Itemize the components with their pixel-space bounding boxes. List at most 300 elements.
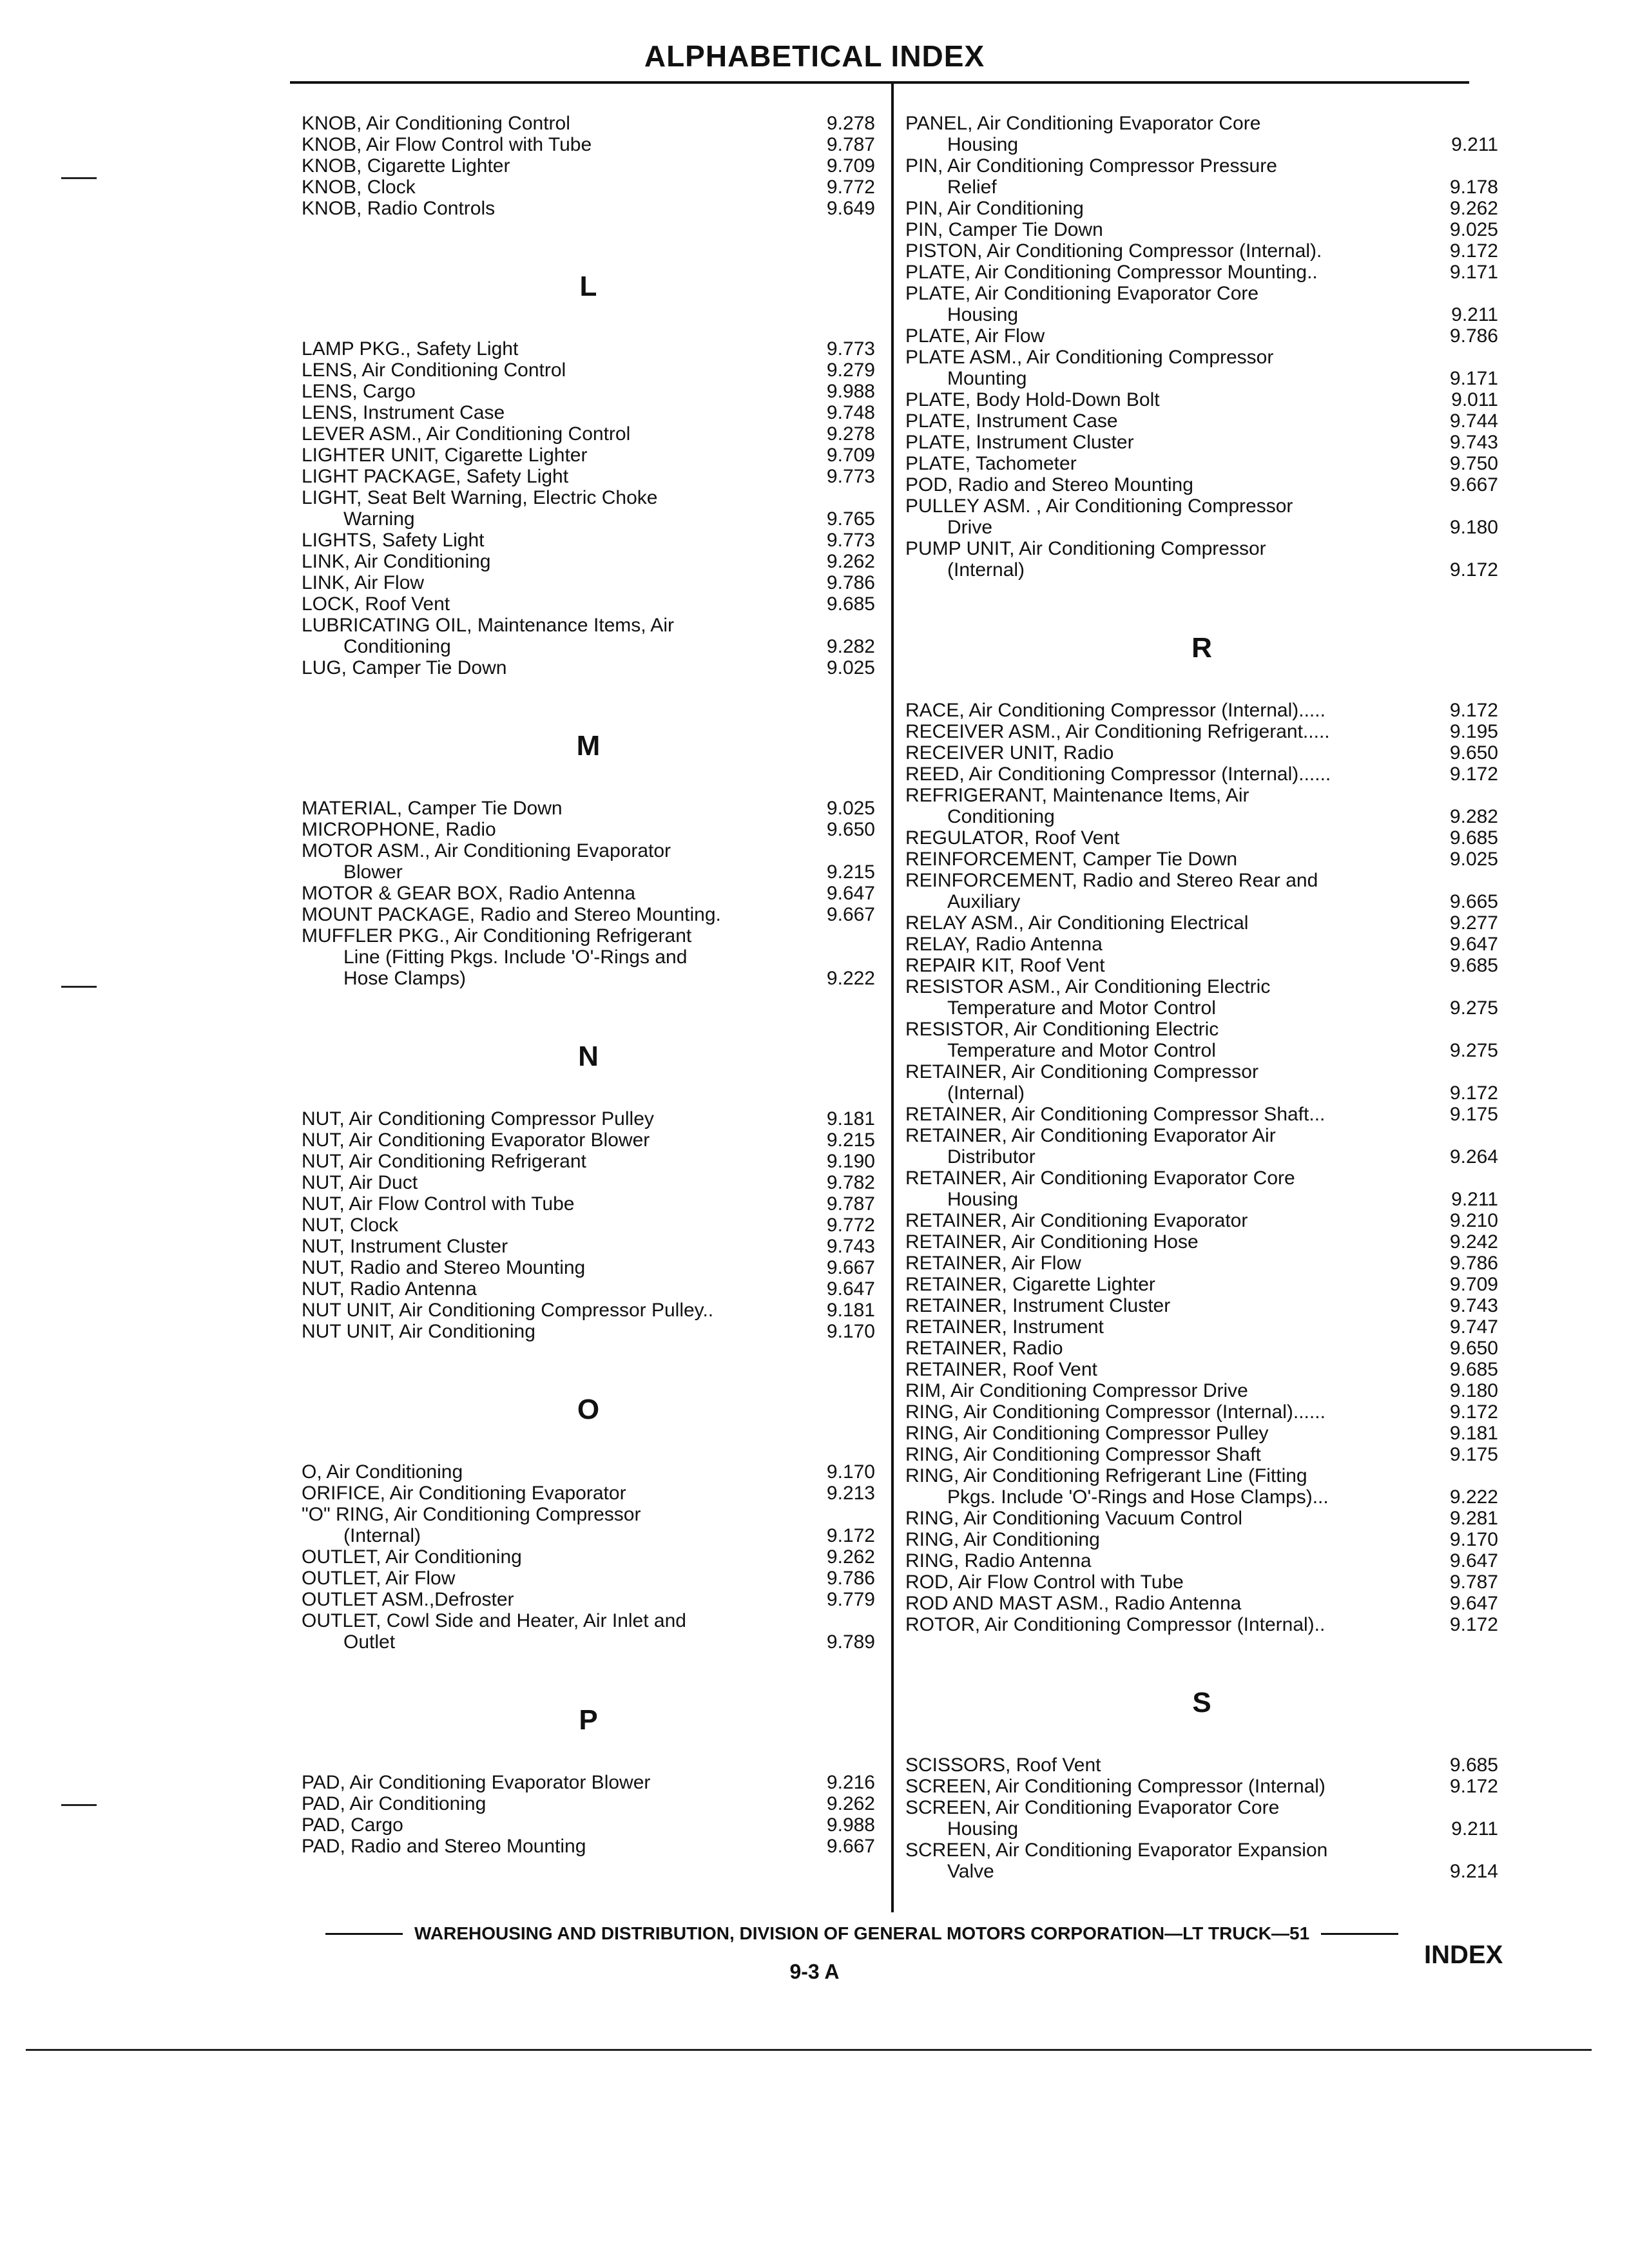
- entry-text: NUT, Radio and Stereo Mounting: [302, 1257, 586, 1278]
- entry-page-ref: 9.211: [1451, 304, 1498, 325]
- index-entry: [905, 283, 1498, 325]
- entry-page-ref: 9.787: [826, 134, 875, 155]
- entry-text: LIGHT, Seat Belt Warning, Electric Choke: [302, 487, 658, 508]
- index-entry: [302, 466, 875, 487]
- section-letter: O: [577, 1394, 600, 1425]
- entry-page-ref: 9.170: [826, 1461, 875, 1483]
- entry-page-ref: 9.172: [1449, 1082, 1498, 1104]
- entry-text: LOCK, Roof Vent: [302, 593, 450, 615]
- entry-page-ref: 9.181: [1449, 1423, 1498, 1444]
- entry-page-ref: 9.278: [826, 113, 875, 134]
- entry-page-ref: 9.685: [1449, 1359, 1498, 1380]
- entry-page-ref: 9.215: [826, 861, 875, 883]
- entry-text: RECEIVER ASM., Air Conditioning Refrigerant.....: [905, 721, 1330, 742]
- index-entry: [302, 487, 875, 530]
- entry-text: ORIFICE, Air Conditioning Evaporator: [302, 1483, 626, 1504]
- entry-page-ref: 9.172: [1449, 1401, 1498, 1423]
- entry-text: PULLEY ASM. , Air Conditioning Compressor: [905, 495, 1293, 517]
- section-letter: L: [579, 271, 597, 302]
- index-entry: [905, 955, 1498, 976]
- entry-page-ref: 9.647: [826, 883, 875, 904]
- entry-text: LENS, Cargo: [302, 381, 416, 402]
- entry-text: RING, Air Conditioning Compressor Pulley: [905, 1423, 1269, 1444]
- index-entry: [905, 1423, 1498, 1444]
- index-entry: [302, 402, 875, 423]
- entry-text: NUT, Air Conditioning Refrigerant: [302, 1151, 586, 1172]
- entry-page-ref: 9.211: [1451, 1818, 1498, 1840]
- entry-text: MICROPHONE, Radio: [302, 819, 496, 840]
- entry-page-ref: 9.773: [826, 466, 875, 487]
- entry-page-ref: 9.025: [1449, 849, 1498, 870]
- entry-text: LEVER ASM., Air Conditioning Control: [302, 423, 631, 445]
- entry-continuation: (Internal): [947, 559, 1025, 581]
- entry-page-ref: 9.685: [826, 593, 875, 615]
- index-entry: [905, 1338, 1498, 1359]
- index-entry: [302, 381, 875, 402]
- index-entry: [302, 198, 875, 219]
- entry-page-ref: 9.786: [1449, 325, 1498, 347]
- index-entry: [302, 155, 875, 177]
- entry-page-ref: 9.282: [826, 636, 875, 657]
- index-entry: [302, 657, 875, 678]
- index-entry: [302, 1257, 875, 1278]
- entry-text: RESISTOR, Air Conditioning Electric: [905, 1019, 1219, 1040]
- index-entry: [905, 1465, 1498, 1508]
- entry-page-ref: 9.779: [826, 1589, 875, 1610]
- index-entry: [302, 1193, 875, 1215]
- entry-text: LIGHT PACKAGE, Safety Light: [302, 466, 569, 487]
- index-entry: [302, 1504, 875, 1546]
- index-entry: [905, 1571, 1498, 1593]
- index-entry: [302, 1300, 875, 1321]
- index-entry: [905, 1614, 1498, 1635]
- index-entry: [905, 453, 1498, 474]
- entry-text: NUT, Air Conditioning Evaporator Blower: [302, 1129, 650, 1151]
- index-entry: [905, 700, 1498, 721]
- entry-page-ref: 9.262: [826, 551, 875, 572]
- entry-text: RING, Air Conditioning Vacuum Control: [905, 1508, 1243, 1529]
- entry-page-ref: 9.988: [826, 381, 875, 402]
- entry-page-ref: 9.786: [826, 1568, 875, 1589]
- entry-text: RETAINER, Radio: [905, 1338, 1063, 1359]
- entry-page-ref: 9.667: [826, 904, 875, 925]
- entry-page-ref: 9.647: [826, 1278, 875, 1300]
- entry-text: LUG, Camper Tie Down: [302, 657, 507, 678]
- entry-text: RETAINER, Roof Vent: [905, 1359, 1097, 1380]
- entry-text: KNOB, Air Flow Control with Tube: [302, 134, 592, 155]
- index-entry: [905, 1125, 1498, 1168]
- index-entry: [302, 1772, 875, 1793]
- index-entry: [905, 764, 1498, 785]
- entry-text: LAMP PKG., Safety Light: [302, 338, 519, 360]
- entry-continuation: Drive: [947, 517, 993, 538]
- index-entry: [302, 1610, 875, 1653]
- index-entry: [905, 1840, 1498, 1882]
- entry-page-ref: 9.171: [1449, 262, 1498, 283]
- entry-text: PLATE, Air Conditioning Evaporator Core: [905, 283, 1259, 304]
- entry-page-ref: 9.685: [1449, 955, 1498, 976]
- section-letter: M: [576, 730, 601, 762]
- entry-continuation: Distributor: [947, 1146, 1036, 1168]
- index-entry: [905, 240, 1498, 262]
- index-entry: [302, 1546, 875, 1568]
- entry-page-ref: 9.172: [826, 1525, 875, 1546]
- entry-continuation: Auxiliary: [947, 891, 1021, 912]
- entry-text: RETAINER, Instrument Cluster: [905, 1295, 1171, 1316]
- index-entry: [302, 819, 875, 840]
- entry-text: PLATE, Air Conditioning Compressor Mounting..: [905, 262, 1318, 283]
- entry-text: PISTON, Air Conditioning Compressor (Internal).: [905, 240, 1322, 262]
- entry-page-ref: 9.275: [1449, 997, 1498, 1019]
- entry-text: REGULATOR, Roof Vent: [905, 827, 1120, 849]
- entry-text: PANEL, Air Conditioning Evaporator Core: [905, 113, 1261, 134]
- index-entry: [905, 495, 1498, 538]
- entry-continuation: Relief: [947, 177, 997, 198]
- index-entry: [302, 798, 875, 819]
- entry-continuation: Outlet: [343, 1631, 396, 1653]
- entry-page-ref: 9.743: [1449, 1295, 1498, 1316]
- entry-text: RETAINER, Air Conditioning Evaporator Air: [905, 1125, 1276, 1146]
- index-entry: [302, 1793, 875, 1814]
- entry-page-ref: 9.264: [1449, 1146, 1498, 1168]
- index-entry: [905, 785, 1498, 827]
- index-entry: [905, 1754, 1498, 1776]
- index-entry: [302, 1568, 875, 1589]
- entry-text: NUT, Air Conditioning Compressor Pulley: [302, 1108, 654, 1129]
- entry-text: PUMP UNIT, Air Conditioning Compressor: [905, 538, 1266, 559]
- entry-page-ref: 9.222: [1449, 1486, 1498, 1508]
- entry-page-ref: 9.181: [826, 1300, 875, 1321]
- index-entry: [302, 1461, 875, 1483]
- index-entry: [905, 1253, 1498, 1274]
- section-label: INDEX: [1424, 1941, 1503, 1969]
- index-entry: [905, 912, 1498, 934]
- index-entry: [905, 1359, 1498, 1380]
- entry-text: PAD, Radio and Stereo Mounting: [302, 1836, 586, 1857]
- index-entry: [905, 870, 1498, 912]
- entry-page-ref: 9.190: [826, 1151, 875, 1172]
- index-entry: [905, 1529, 1498, 1550]
- entry-text: NUT, Air Duct: [302, 1172, 418, 1193]
- entry-page-ref: 9.748: [826, 402, 875, 423]
- index-entry: [905, 262, 1498, 283]
- entry-page-ref: 9.171: [1449, 368, 1498, 389]
- entry-page-ref: 9.025: [1449, 219, 1498, 240]
- entry-page-ref: 9.786: [826, 572, 875, 593]
- entry-page-ref: 9.277: [1449, 912, 1498, 934]
- index-entry: [905, 1210, 1498, 1231]
- entry-text: MOUNT PACKAGE, Radio and Stereo Mounting.: [302, 904, 721, 925]
- index-entry: [302, 593, 875, 615]
- entry-page-ref: 9.281: [1449, 1508, 1498, 1529]
- index-entry: [905, 389, 1498, 410]
- entry-page-ref: 9.667: [826, 1836, 875, 1857]
- entry-text: RECEIVER UNIT, Radio: [905, 742, 1114, 764]
- entry-text: REED, Air Conditioning Compressor (Internal)......: [905, 764, 1331, 785]
- page-title: ALPHABETICAL INDEX: [644, 39, 985, 73]
- entry-continuation: (Internal): [947, 1082, 1025, 1104]
- section-letter: N: [578, 1041, 599, 1072]
- entry-page-ref: 9.650: [826, 819, 875, 840]
- entry-text: KNOB, Radio Controls: [302, 198, 496, 219]
- index-entry: [905, 721, 1498, 742]
- entry-continuation: Temperature and Motor Control: [947, 1040, 1216, 1061]
- entry-text: SCREEN, Air Conditioning Evaporator Expansion: [905, 1840, 1328, 1861]
- entry-page-ref: 9.211: [1451, 134, 1498, 155]
- entry-text: RETAINER, Air Conditioning Evaporator: [905, 1210, 1248, 1231]
- entry-page-ref: 9.747: [1449, 1316, 1498, 1338]
- entry-text: KNOB, Cigarette Lighter: [302, 155, 510, 177]
- entry-continuation: Warning: [343, 508, 415, 530]
- entry-page-ref: 9.172: [1449, 559, 1498, 581]
- index-entry: [905, 1508, 1498, 1529]
- entry-page-ref: 9.772: [826, 1215, 875, 1236]
- entry-page-ref: 9.025: [826, 657, 875, 678]
- entry-text: PLATE, Body Hold-Down Bolt: [905, 389, 1160, 410]
- entry-text: OUTLET, Air Flow: [302, 1568, 456, 1589]
- entry-text: PLATE, Air Flow: [905, 325, 1045, 347]
- entry-text: ROD, Air Flow Control with Tube: [905, 1571, 1184, 1593]
- index-entry: [302, 883, 875, 904]
- index-entry: [905, 538, 1498, 581]
- entry-text: RETAINER, Cigarette Lighter: [905, 1274, 1155, 1295]
- entry-text: OUTLET, Air Conditioning: [302, 1546, 522, 1568]
- scan-bottom-rule: [26, 2049, 1592, 2051]
- entry-page-ref: 9.181: [826, 1108, 875, 1129]
- index-entry: [302, 338, 875, 360]
- entry-page-ref: 9.772: [826, 177, 875, 198]
- index-entry: [302, 1589, 875, 1610]
- index-entry: [905, 219, 1498, 240]
- index-entry: [302, 1836, 875, 1857]
- scan-mark: [61, 1804, 97, 1806]
- entry-text: RING, Radio Antenna: [905, 1550, 1092, 1571]
- entry-page-ref: 9.787: [826, 1193, 875, 1215]
- entry-text: SCISSORS, Roof Vent: [905, 1754, 1101, 1776]
- index-entry: [302, 904, 875, 925]
- index-entry: [905, 1797, 1498, 1840]
- entry-text: REFRIGERANT, Maintenance Items, Air: [905, 785, 1249, 806]
- entry-text: LINK, Air Conditioning: [302, 551, 491, 572]
- index-entry: [302, 925, 875, 989]
- entry-continuation: (Internal): [343, 1525, 421, 1546]
- entry-text: PAD, Cargo: [302, 1814, 403, 1836]
- index-entry: [302, 113, 875, 134]
- index-entry: [302, 1814, 875, 1836]
- entry-continuation: Conditioning: [947, 806, 1055, 827]
- entry-page-ref: 9.709: [1449, 1274, 1498, 1295]
- entry-text: REINFORCEMENT, Radio and Stereo Rear and: [905, 870, 1318, 891]
- entry-text: PIN, Air Conditioning: [905, 198, 1084, 219]
- entry-continuation: Temperature and Motor Control: [947, 997, 1216, 1019]
- entry-page-ref: 9.172: [1449, 764, 1498, 785]
- index-entry: [905, 1550, 1498, 1571]
- entry-page-ref: 9.170: [826, 1321, 875, 1342]
- entry-continuation: Line (Fitting Pkgs. Include 'O'-Rings and: [343, 947, 688, 968]
- entry-continuation: Blower: [343, 861, 403, 883]
- entry-text: NUT, Air Flow Control with Tube: [302, 1193, 575, 1215]
- index-entry: [302, 360, 875, 381]
- entry-text: RIM, Air Conditioning Compressor Drive: [905, 1380, 1248, 1401]
- entry-page-ref: 9.773: [826, 530, 875, 551]
- entry-text: RETAINER, Air Conditioning Compressor Shaft...: [905, 1104, 1325, 1125]
- entry-page-ref: 9.685: [1449, 1754, 1498, 1776]
- footer-dash-left: [325, 1933, 403, 1935]
- entry-page-ref: 9.988: [826, 1814, 875, 1836]
- entry-continuation: Valve: [947, 1861, 994, 1882]
- entry-page-ref: 9.685: [1449, 827, 1498, 849]
- entry-text: PIN, Air Conditioning Compressor Pressure: [905, 155, 1277, 177]
- entry-page-ref: 9.172: [1449, 1776, 1498, 1797]
- entry-text: RACE, Air Conditioning Compressor (Internal).....: [905, 700, 1325, 721]
- index-entry: [905, 1316, 1498, 1338]
- index-entry: [905, 432, 1498, 453]
- entry-page-ref: 9.172: [1449, 240, 1498, 262]
- index-entry: [905, 1295, 1498, 1316]
- index-entry: [302, 840, 875, 883]
- index-entry: [905, 474, 1498, 495]
- entry-text: PLATE ASM., Air Conditioning Compressor: [905, 347, 1274, 368]
- entry-text: RELAY ASM., Air Conditioning Electrical: [905, 912, 1249, 934]
- entry-text: RETAINER, Air Conditioning Evaporator Core: [905, 1168, 1295, 1189]
- entry-text: RETAINER, Air Flow: [905, 1253, 1081, 1274]
- index-entry: [905, 742, 1498, 764]
- index-entry: [302, 1321, 875, 1342]
- index-entry: [302, 423, 875, 445]
- entry-text: NUT UNIT, Air Conditioning Compressor Pulley..: [302, 1300, 714, 1321]
- entry-text: LIGHTER UNIT, Cigarette Lighter: [302, 445, 588, 466]
- entry-text: LENS, Instrument Case: [302, 402, 505, 423]
- entry-text: OUTLET, Cowl Side and Heater, Air Inlet and: [302, 1610, 686, 1631]
- index-entry: [302, 551, 875, 572]
- entry-text: LINK, Air Flow: [302, 572, 425, 593]
- entry-text: RELAY, Radio Antenna: [905, 934, 1103, 955]
- section-letter: R: [1191, 632, 1212, 664]
- entry-page-ref: 9.025: [826, 798, 875, 819]
- entry-page-ref: 9.262: [826, 1546, 875, 1568]
- entry-text: RING, Air Conditioning Refrigerant Line (Fitting: [905, 1465, 1307, 1486]
- page-number: 9-3 A: [789, 1960, 840, 1983]
- entry-page-ref: 9.222: [826, 968, 875, 989]
- index-entry: [905, 410, 1498, 432]
- entry-text: NUT, Radio Antenna: [302, 1278, 477, 1300]
- entry-page-ref: 9.175: [1449, 1104, 1498, 1125]
- entry-page-ref: 9.215: [826, 1129, 875, 1151]
- index-entry: [905, 1401, 1498, 1423]
- entry-text: RESISTOR ASM., Air Conditioning Electric: [905, 976, 1271, 997]
- entry-text: PIN, Camper Tie Down: [905, 219, 1103, 240]
- entry-text: SCREEN, Air Conditioning Evaporator Core: [905, 1797, 1280, 1818]
- entry-page-ref: 9.650: [1449, 742, 1498, 764]
- index-entry: [302, 1215, 875, 1236]
- section-letter: S: [1192, 1687, 1211, 1718]
- entry-text: PAD, Air Conditioning Evaporator Blower: [302, 1772, 651, 1793]
- index-entry: [905, 1061, 1498, 1104]
- entry-page-ref: 9.262: [826, 1793, 875, 1814]
- entry-continuation: Mounting: [947, 368, 1027, 389]
- entry-text: REINFORCEMENT, Camper Tie Down: [905, 849, 1238, 870]
- entry-text: MATERIAL, Camper Tie Down: [302, 798, 563, 819]
- index-entry: [302, 1236, 875, 1257]
- entry-text: ROTOR, Air Conditioning Compressor (Internal)..: [905, 1614, 1325, 1635]
- entry-text: PLATE, Instrument Cluster: [905, 432, 1134, 453]
- entry-page-ref: 9.195: [1449, 721, 1498, 742]
- index-entry: [905, 1019, 1498, 1061]
- entry-page-ref: 9.743: [1449, 432, 1498, 453]
- index-entry: [302, 1108, 875, 1129]
- entry-text: RETAINER, Instrument: [905, 1316, 1104, 1338]
- entry-page-ref: 9.178: [1449, 177, 1498, 198]
- entry-text: POD, Radio and Stereo Mounting: [905, 474, 1193, 495]
- scan-mark: [61, 986, 97, 988]
- entry-page-ref: 9.647: [1449, 934, 1498, 955]
- entry-text: ROD AND MAST ASM., Radio Antenna: [905, 1593, 1242, 1614]
- footer-publisher-line: [325, 1923, 1505, 1944]
- entry-page-ref: 9.650: [1449, 1338, 1498, 1359]
- entry-text: PAD, Air Conditioning: [302, 1793, 487, 1814]
- entry-page-ref: 9.211: [1451, 1189, 1498, 1210]
- entry-page-ref: 9.214: [1449, 1861, 1498, 1882]
- index-entry: [302, 615, 875, 657]
- entry-continuation: Housing: [947, 1189, 1019, 1210]
- entry-text: MUFFLER PKG., Air Conditioning Refrigerant: [302, 925, 692, 947]
- entry-text: "O" RING, Air Conditioning Compressor: [302, 1504, 641, 1525]
- index-entry: [905, 849, 1498, 870]
- entry-continuation: Pkgs. Include 'O'-Rings and Hose Clamps)...: [947, 1486, 1329, 1508]
- entry-page-ref: 9.180: [1449, 517, 1498, 538]
- entry-page-ref: 9.787: [1449, 1571, 1498, 1593]
- entry-text: PLATE, Instrument Case: [905, 410, 1118, 432]
- section-letter: P: [579, 1704, 598, 1736]
- entry-text: KNOB, Air Conditioning Control: [302, 113, 570, 134]
- entry-page-ref: 9.278: [826, 423, 875, 445]
- entry-text: LENS, Air Conditioning Control: [302, 360, 566, 381]
- entry-page-ref: 9.210: [1449, 1210, 1498, 1231]
- entry-text: O, Air Conditioning: [302, 1461, 463, 1483]
- index-entry: [905, 1380, 1498, 1401]
- entry-text: LUBRICATING OIL, Maintenance Items, Air: [302, 615, 674, 636]
- entry-page-ref: 9.279: [826, 360, 875, 381]
- entry-text: NUT UNIT, Air Conditioning: [302, 1321, 535, 1342]
- index-entry: [905, 827, 1498, 849]
- entry-text: PLATE, Tachometer: [905, 453, 1077, 474]
- entry-text: NUT, Clock: [302, 1215, 399, 1236]
- entry-page-ref: 9.262: [1449, 198, 1498, 219]
- entry-text: REPAIR KIT, Roof Vent: [905, 955, 1105, 976]
- entry-text: OUTLET ASM.,Defroster: [302, 1589, 514, 1610]
- entry-text: MOTOR & GEAR BOX, Radio Antenna: [302, 883, 635, 904]
- index-entry: [905, 113, 1498, 155]
- index-entry: [905, 1593, 1498, 1614]
- column-divider: [891, 82, 894, 1912]
- entry-text: SCREEN, Air Conditioning Compressor (Internal): [905, 1776, 1325, 1797]
- index-entry: [302, 177, 875, 198]
- title-rule: [290, 81, 1469, 84]
- entry-page-ref: 9.282: [1449, 806, 1498, 827]
- entry-page-ref: 9.750: [1449, 453, 1498, 474]
- entry-continuation: Housing: [947, 134, 1019, 155]
- footer-publisher: WAREHOUSING AND DISTRIBUTION, DIVISION OF GENERAL MOTORS CORPORATION—LT TRUCK—51: [414, 1923, 1310, 1943]
- entry-continuation: Housing: [947, 304, 1019, 325]
- index-entry: [302, 1172, 875, 1193]
- entry-page-ref: 9.744: [1449, 410, 1498, 432]
- index-entry: [302, 1483, 875, 1504]
- entry-page-ref: 9.216: [826, 1772, 875, 1793]
- entry-page-ref: 9.667: [1449, 474, 1498, 495]
- entry-text: KNOB, Clock: [302, 177, 416, 198]
- index-entry: [302, 445, 875, 466]
- scan-mark: [61, 177, 97, 179]
